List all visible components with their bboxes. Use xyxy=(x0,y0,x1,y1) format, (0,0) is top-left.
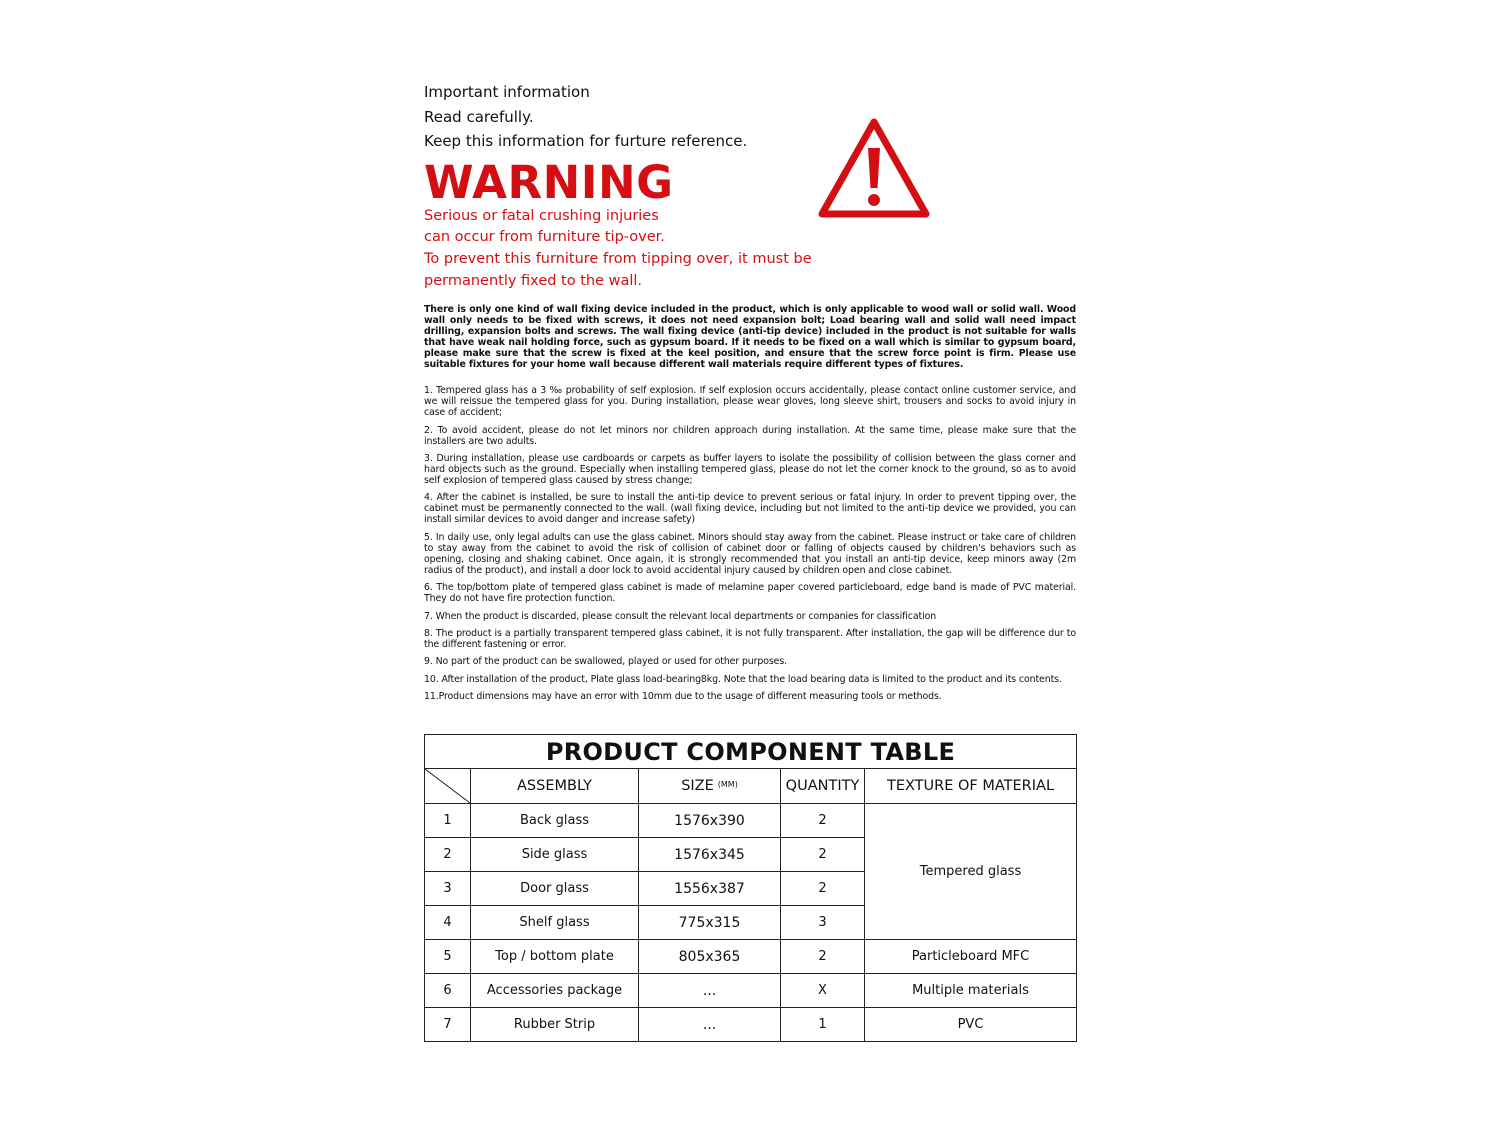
note-item: 6. The top/bottom plate of tempered glass cabinet is made of melamine paper covered particleboard, edge band is made of PVC material. They do not have fire protection function. xyxy=(424,582,1076,605)
row-quantity: 1 xyxy=(781,1008,865,1042)
row-number: 6 xyxy=(425,974,471,1008)
warning-triangle-icon xyxy=(816,116,932,220)
table-title: PRODUCT COMPONENT TABLE xyxy=(425,735,1077,769)
row-number: 5 xyxy=(425,940,471,974)
note-item: 2. To avoid accident, please do not let minors nor children approach during installation. At the same time, please make sure that the installers are two adults. xyxy=(424,424,1076,447)
row-size: ... xyxy=(639,974,781,1008)
row-assembly: Door glass xyxy=(471,872,639,906)
intro-line-keep: Keep this information for furture reference. xyxy=(424,132,748,150)
diagonal-header-cell xyxy=(425,769,471,804)
row-size: ... xyxy=(639,1008,781,1042)
table-row xyxy=(425,804,1077,838)
note-item: 11.Product dimensions may have an error with 10mm due to the usage of different measuring tools or methods. xyxy=(424,691,942,703)
header-size-label: SIZE xyxy=(681,778,714,794)
row-quantity: 2 xyxy=(781,872,865,906)
row-quantity: 3 xyxy=(781,906,865,940)
row-number: 1 xyxy=(425,804,471,838)
table-row xyxy=(425,1008,1077,1042)
note-item: 3. During installation, please use cardboards or carpets as buffer layers to isolate the possibility of collision between the glass corner and hard objects such as the ground. Especially when installing tempered glass, please do not let the corner knock to the ground, so as to avoid self explosion of tempered glass caused by stress change; xyxy=(424,453,1076,487)
row-number: 3 xyxy=(425,872,471,906)
warning-line-4: permanently fixed to the wall. xyxy=(424,272,643,289)
intro-line-read: Read carefully. xyxy=(424,107,534,126)
warning-line-2: can occur from furniture tip-over. xyxy=(424,229,665,246)
warning-title: WARNING xyxy=(424,155,674,209)
header-size-unit: (MM) xyxy=(717,780,738,789)
row-texture: PVC xyxy=(865,1008,1077,1042)
table-row xyxy=(425,940,1077,974)
note-item: 9. No part of the product can be swallowed, played or used for other purposes. xyxy=(424,656,788,668)
document-page xyxy=(424,80,1076,702)
row-quantity: 2 xyxy=(781,804,865,838)
intro-block xyxy=(424,80,1076,154)
warning-line-1: Serious or fatal crushing injuries xyxy=(424,207,659,224)
product-component-table xyxy=(424,734,1077,1042)
intro-line-important: Important information xyxy=(424,83,590,101)
note-item: 1. Tempered glass has a 3 ‰ probability of self explosion. If self explosion occurs accidentally, please contact online customer service, and we will reissue the tempered glass for you. During installation, please wear gloves, long sleeve shirt, trousers and socks to avoid injury in case of accident; xyxy=(424,385,1076,419)
header-assembly: ASSEMBLY xyxy=(471,769,639,804)
row-quantity: X xyxy=(781,974,865,1008)
row-size: 805x365 xyxy=(639,940,781,974)
row-size: 1576x390 xyxy=(639,804,781,838)
row-number: 2 xyxy=(425,838,471,872)
component-table-wrapper xyxy=(424,734,1076,1042)
row-assembly: Top / bottom plate xyxy=(471,940,639,974)
row-size: 1556x387 xyxy=(639,872,781,906)
row-texture: Particleboard MFC xyxy=(865,940,1077,974)
row-quantity: 2 xyxy=(781,838,865,872)
row-assembly: Rubber Strip xyxy=(471,1008,639,1042)
row-number: 7 xyxy=(425,1008,471,1042)
note-item: 8. The product is a partially transparent tempered glass cabinet, it is not fully transparent. After installation, the gap will be difference dur to the different fastening or error. xyxy=(424,628,1076,651)
row-size: 775x315 xyxy=(639,906,781,940)
header-quantity: QUANTITY xyxy=(781,769,865,804)
header-size xyxy=(639,769,781,804)
row-texture: Multiple materials xyxy=(865,974,1077,1008)
note-item: 10. After installation of the product, Plate glass load-bearing8kg. Note that the load bearing data is limited to the product and its contents. xyxy=(424,673,1062,685)
row-quantity: 2 xyxy=(781,940,865,974)
warning-line-3: To prevent this furniture from tipping over, it must be xyxy=(424,250,812,267)
row-number: 4 xyxy=(425,906,471,940)
note-item: 7. When the product is discarded, please consult the relevant local departments or companies for classification xyxy=(424,610,937,622)
wall-fixing-paragraph: There is only one kind of wall fixing device included in the product, which is only applicable to wood wall or solid wall. Wood wall only needs to be fixed with screws, it does not need expansion bolt; Load bearing wall and solid wall need impact drilling, expansion bolts and screws. The wall fixing device (anti-tip device) included in the product is not suitable for walls that have weak nail holding force, such as gypsum board. If it needs to be fixed on a wall which is similar to gypsum board, please make sure that the screw is fixed at the keel position, and ensure that the screw force point is firm. Please use suitable fixtures for your home wall because different wall materials require different types of fixtures. xyxy=(424,304,1076,371)
header-texture: TEXTURE OF MATERIAL xyxy=(865,769,1077,804)
texture-tempered-glass: Tempered glass xyxy=(865,804,1077,940)
row-assembly: Side glass xyxy=(471,838,639,872)
note-item: 4. After the cabinet is installed, be sure to install the anti-tip device to prevent serious or fatal injury. In order to prevent tipping over, the cabinet must be permanently connected to the wall. (wall fixing device, including but not limited to the anti-tip device we provided, you can install similar devices to avoid danger and increase safety) xyxy=(424,492,1076,526)
note-item: 5. In daily use, only legal adults can use the glass cabinet. Minors should stay away from the cabinet. Please instruct or take care of children to stay away from the cabinet to avoid the risk of collision of cabinet door or falling of objects caused by children's behaviors such as opening, closing and shaking cabinet. Once again, it is strongly recommended that you install an anti-tip device, keep minors away (2m radius of the product), and install a door lock to avoid accidental injury caused by children open and close cabinet. xyxy=(424,531,1076,576)
row-assembly: Shelf glass xyxy=(471,906,639,940)
table-header-row xyxy=(425,769,1077,804)
row-assembly: Back glass xyxy=(471,804,639,838)
warning-message xyxy=(424,206,1076,293)
row-assembly: Accessories package xyxy=(471,974,639,1008)
table-row xyxy=(425,974,1077,1008)
notes-list xyxy=(424,385,1076,702)
row-size: 1576x345 xyxy=(639,838,781,872)
